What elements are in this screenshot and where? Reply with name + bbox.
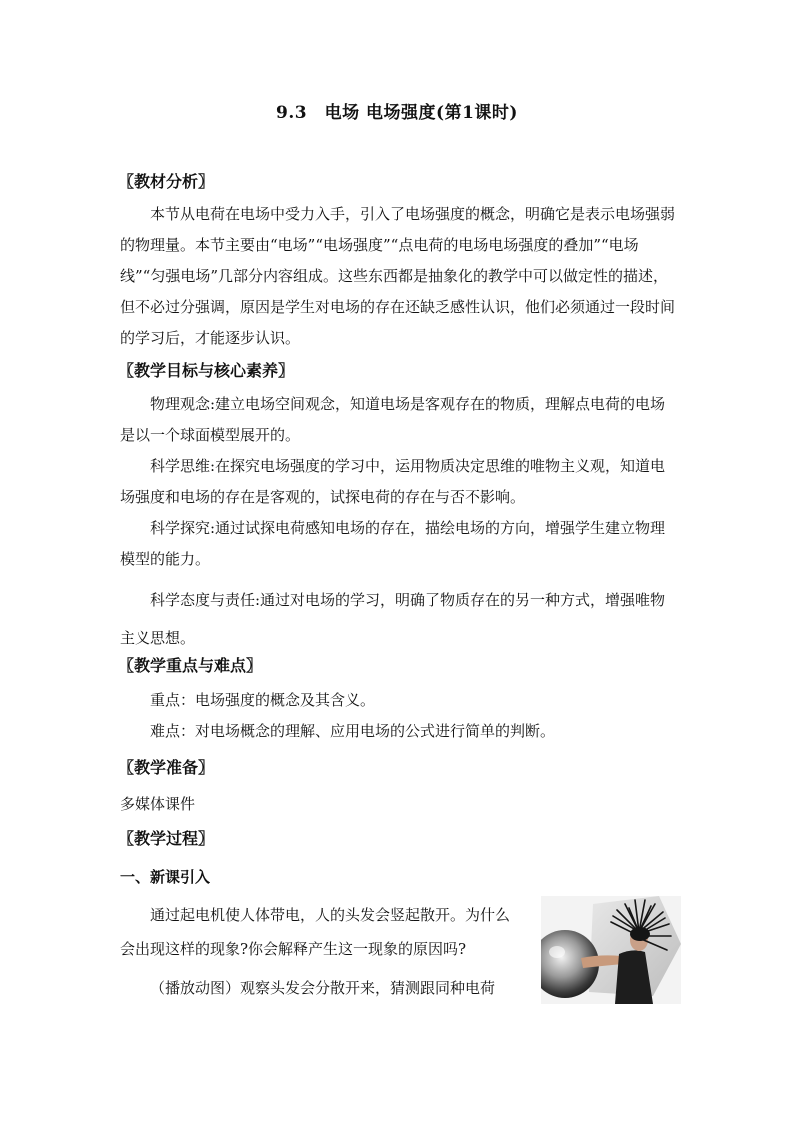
heading-key-points: 〖教学重点与难点〗 bbox=[118, 656, 263, 675]
paragraph-observation: （播放动图）观察头发会分散开来，猜测跟同种电荷 bbox=[150, 979, 496, 997]
key-point-line: 重点：电场强度的概念及其含义。 bbox=[150, 691, 376, 709]
heading-preparation: 〖教学准备〗 bbox=[118, 758, 215, 777]
heading-textbook-analysis: 〖教材分析〗 bbox=[118, 172, 215, 191]
heading-teaching-process: 〖教学过程〗 bbox=[118, 829, 215, 848]
goal-scientific-attitude: 科学态度与责任:通过对电场的学习，明确了物质存在的另一种方式，增强唯物主义思想。 bbox=[120, 591, 666, 647]
document-title: 9.3 电场 电场强度(第1课时) bbox=[276, 103, 518, 123]
goal-scientific-thinking: 科学思维:在探究电场强度的学习中，运用物质决定思维的唯物主义观，知道电场强度和电场的存在是客观的，试探电荷的存在与否不影响。 bbox=[120, 457, 666, 506]
subheading-new-lesson: 一、新课引入 bbox=[120, 868, 211, 886]
paragraph-new-lesson-intro: 通过起电机使人体带电，人的头发会竖起散开。为什么会出现这样的现象?你会解释产生这一现象的原因吗? bbox=[120, 906, 511, 958]
heading-teaching-goals: 〖教学目标与核心素养〗 bbox=[118, 361, 295, 380]
van-de-graaff-photo bbox=[541, 896, 681, 1004]
goal-physics-concept: 物理观念:建立电场空间观念，知道电场是客观存在的物质，理解点电荷的电场是以一个球面模型展开的。 bbox=[120, 395, 666, 444]
goal-scientific-inquiry: 科学探究:通过试探电荷感知电场的存在，描绘电场的方向，增强学生建立物理模型的能力。 bbox=[120, 519, 666, 568]
difficulty-line: 难点：对电场概念的理解、应用电场的公式进行简单的判断。 bbox=[150, 722, 556, 740]
paragraph-textbook-analysis: 本节从电荷在电场中受力入手，引入了电场强度的概念，明确它是表示电场强弱的物理量。本节主要由“电场”“电场强度”“点电荷的电场电场强度的叠加”“电场线”“匀强电场”几部分内容组成。这些东西都是抽象化的教学中可以做定性的描述，但不必过分强调，原因是学生对电场的存在还缺乏感性认识，他们必须通过一段时间的学习后，才能逐步认识。 bbox=[120, 205, 676, 347]
preparation-text: 多媒体课件 bbox=[120, 795, 196, 813]
